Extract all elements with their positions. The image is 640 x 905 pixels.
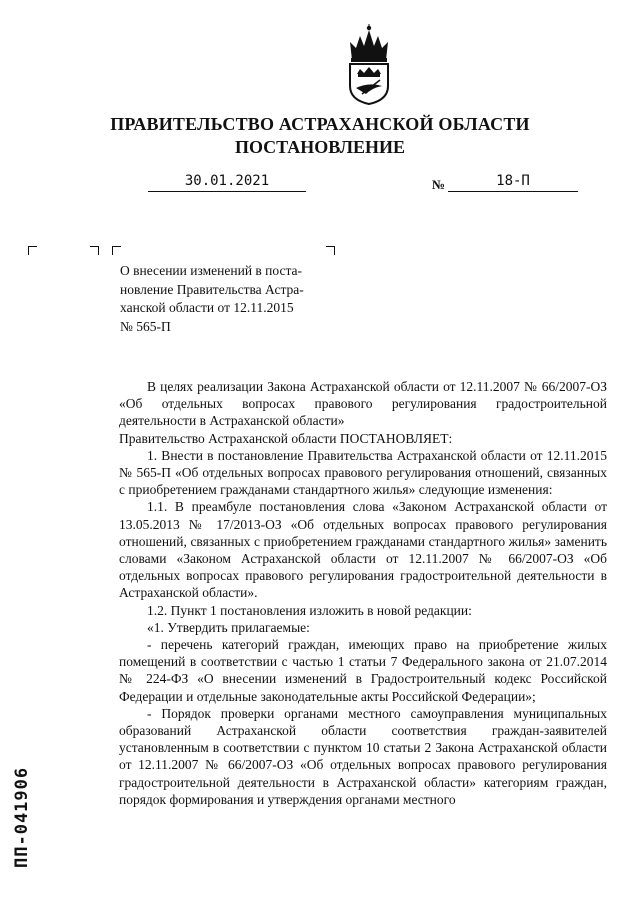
document-number: 18-П bbox=[448, 173, 578, 192]
subject-corner-mark bbox=[112, 246, 121, 255]
body-paragraph: 1.1. В преамбуле постановления слова «Законом Астраханской области от 13.05.2013 № 17/2013-ОЗ «Об отдельных вопросах правового регулирования отношений, связанных с приобретением гражданами стандартного жилья» заменить словами «Законом Астраханской области от 12.11.2007 № 66/2007-ОЗ «Об отдельных вопросах правового регулирования градостроительной деятельности в Астраханской области». bbox=[119, 499, 607, 601]
document-subject bbox=[120, 262, 330, 336]
margin-corner-mark bbox=[28, 246, 37, 255]
organization-title: ПРАВИТЕЛЬСТВО АСТРАХАНСКОЙ ОБЛАСТИ bbox=[110, 114, 530, 134]
body-paragraph: «1. Утвердить прилагаемые: bbox=[147, 619, 310, 635]
subject-line: новление Правительства Астра- bbox=[120, 281, 304, 297]
subject-line: ханской области от 12.11.2015 bbox=[120, 300, 294, 315]
body-paragraph: - перечень категорий граждан, имеющих право на приобретение жилых помещений в соответствии с частью 1 статьи 7 Федерального закона от 21.07.2014 № 224-ФЗ «О внесении изменений в Градостроительный кодекс Российской Федерации и отдельные законодательные акты Российской Федерации»; bbox=[119, 637, 607, 704]
body-paragraph: - Порядок проверки органами местного самоуправления муниципальных образований Астраханской области соответствия граждан-заявителей установленным в соответствии с пунктом 10 статьи 2 Закона Астраханской области от 12.11.2007 № 66/2007-ОЗ «Об отдельных вопросах правового регулирования градостроительной деятельности в Астраханской области» категориям граждан, порядок формирования и утверждения органами местного bbox=[119, 705, 607, 807]
body-paragraph: 1. Внести в постановление Правительства Астраханской области от 12.11.2015 № 565-П «Об отдельных вопросах правового регулирования отношений, связанных с приобретением гражданами стандартного жилья» следующие изменения: bbox=[119, 447, 607, 498]
margin-corner-mark bbox=[90, 246, 99, 255]
document-type: ПОСТАНОВЛЕНИЕ bbox=[234, 137, 406, 157]
body-paragraph: 1.2. Пункт 1 постановления изложить в новой редакции: bbox=[147, 602, 472, 618]
subject-line: № 565-П bbox=[120, 318, 171, 334]
serial-stamp: ПП-041906 bbox=[12, 766, 32, 868]
document-date: 30.01.2021 bbox=[148, 173, 306, 192]
body-paragraph: Правительство Астраханской области ПОСТАНОВЛЯЕТ: bbox=[119, 430, 453, 446]
body-paragraph: В целях реализации Закона Астраханской области от 12.11.2007 № 66/2007-ОЗ «Об отдельных вопросах правового регулирования градостроительной деятельности в Астраханской области» bbox=[119, 379, 607, 429]
subject-line: О внесении изменений в поста- bbox=[120, 263, 303, 278]
document-body bbox=[119, 378, 607, 808]
number-sign: № bbox=[432, 177, 446, 192]
subject-corner-mark bbox=[326, 246, 335, 255]
coat-of-arms-icon bbox=[342, 24, 396, 106]
